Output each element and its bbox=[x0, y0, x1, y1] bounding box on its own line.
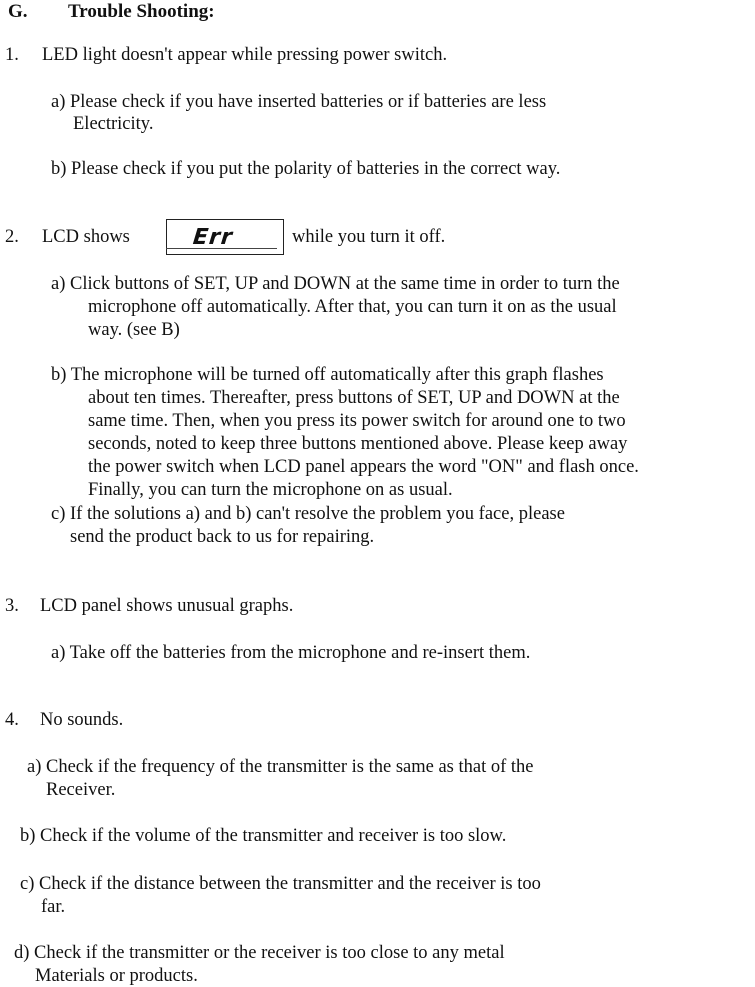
item-2-a-line-1: a) Click buttons of SET, UP and DOWN at the same time in order to turn the bbox=[51, 274, 620, 294]
item-2-b-line-3: same time. Then, when you press its power switch for around one to two bbox=[88, 411, 626, 431]
item-4-a-line-2: Receiver. bbox=[46, 780, 116, 800]
item-number: 3. bbox=[5, 596, 19, 616]
item-title: LED light doesn't appear while pressing power switch. bbox=[42, 45, 448, 65]
item-number: 2. bbox=[5, 227, 19, 247]
item-title: No sounds. bbox=[40, 710, 124, 730]
item-3-a-line-1: a) Take off the batteries from the microphone and re-insert them. bbox=[51, 643, 531, 663]
item-2-a-line-2: microphone off automatically. After that, you can turn it on as the usual bbox=[88, 297, 617, 317]
item-2-b-line-6: Finally, you can turn the microphone on as usual. bbox=[88, 480, 453, 500]
item-title-suffix: while you turn it off. bbox=[292, 227, 446, 247]
lcd-error-text: Err bbox=[191, 225, 235, 250]
item-number: 1. bbox=[5, 45, 19, 65]
lcd-display-illustration bbox=[166, 219, 284, 255]
item-number: 4. bbox=[5, 710, 19, 730]
item-4-d-line-2: Materials or products. bbox=[35, 966, 198, 986]
item-4-b-line-1: b) Check if the volume of the transmitter and receiver is too slow. bbox=[20, 826, 507, 846]
item-2-b-line-4: seconds, noted to keep three buttons mentioned above. Please keep away bbox=[88, 434, 628, 454]
item-4-c-line-2: far. bbox=[41, 897, 66, 917]
item-2-c-line-1: c) If the solutions a) and b) can't resolve the problem you face, please bbox=[51, 504, 565, 524]
item-2-c-line-2: send the product back to us for repairing. bbox=[70, 527, 375, 547]
item-2-b-line-5: the power switch when LCD panel appears the word "ON" and flash once. bbox=[88, 457, 639, 477]
item-1-b-line-1: b) Please check if you put the polarity of batteries in the correct way. bbox=[51, 159, 561, 179]
section-letter: G. bbox=[8, 1, 28, 22]
item-4-c-line-1: c) Check if the distance between the transmitter and the receiver is too bbox=[20, 874, 541, 894]
item-2-b-line-1: b) The microphone will be turned off automatically after this graph flashes bbox=[51, 365, 604, 385]
item-4-d-line-1: d) Check if the transmitter or the receiver is too close to any metal bbox=[14, 943, 505, 963]
item-title: LCD panel shows unusual graphs. bbox=[40, 596, 294, 616]
item-1-a-line-2: Electricity. bbox=[73, 114, 154, 134]
item-4-a-line-1: a) Check if the frequency of the transmitter is the same as that of the bbox=[27, 757, 534, 777]
item-title-prefix: LCD shows bbox=[42, 227, 130, 247]
item-1-a-line-1: a) Please check if you have inserted batteries or if batteries are less bbox=[51, 92, 547, 112]
section-title: Trouble Shooting: bbox=[68, 1, 215, 22]
item-2-b-line-2: about ten times. Thereafter, press buttons of SET, UP and DOWN at the bbox=[88, 388, 620, 408]
item-2-a-line-3: way. (see B) bbox=[88, 320, 180, 340]
